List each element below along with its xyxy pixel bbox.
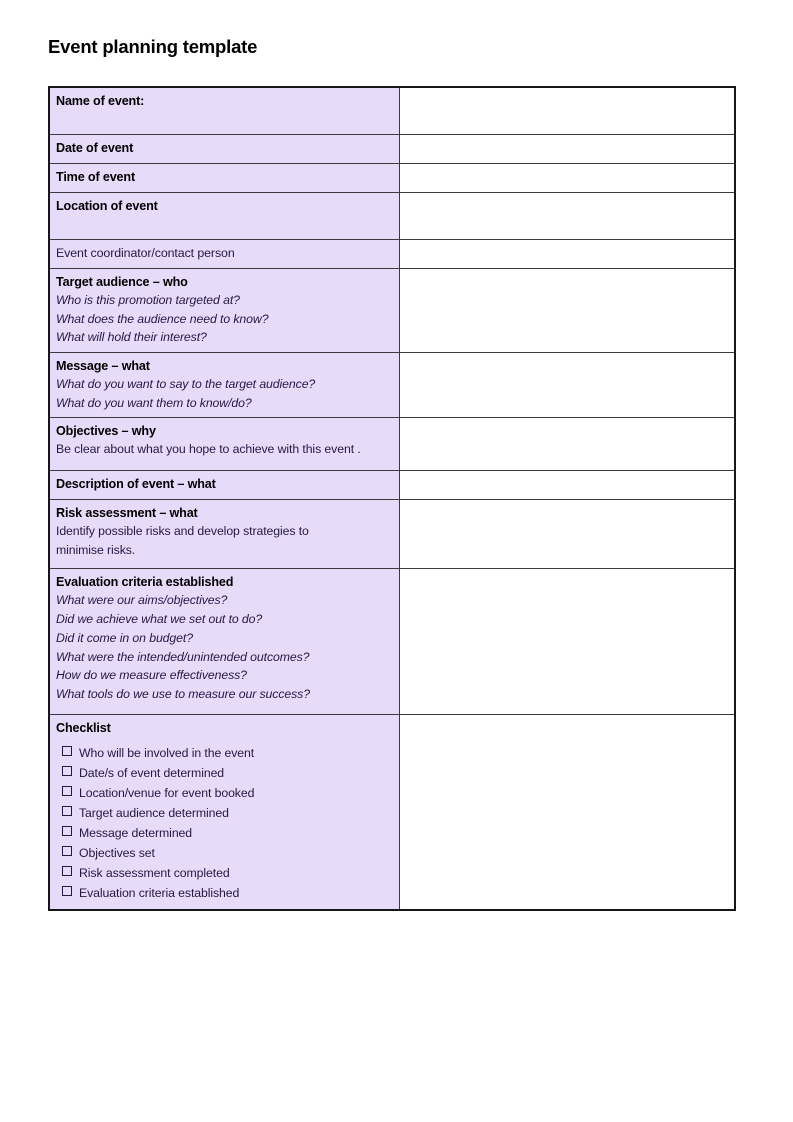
row-heading: Location of event [56,199,158,213]
checklist-item-label: Target audience determined [79,806,229,821]
checklist-item-label: Message determined [79,826,193,841]
row-heading: Checklist [56,721,111,736]
row-subtext: How do we measure effectiveness? [56,668,247,683]
label-cell-checklist [49,715,400,910]
checklist-item[interactable] [56,824,399,844]
table-body [49,87,735,910]
checklist-item-label: Objectives set [79,845,155,860]
event-planning-table [48,86,736,911]
input-cell-location-of-event[interactable] [400,193,736,240]
checklist-item-label: Risk assessment completed [79,865,230,880]
input-cell-content [400,353,734,417]
input-cell-target-audience[interactable] [400,269,736,353]
checklist-item-label: Who will be involved in the event [79,746,255,761]
checkbox-icon[interactable] [62,886,72,896]
table-row [49,471,735,500]
label-cell-time-of-event [49,164,400,193]
row-heading: Message – what [56,359,150,374]
input-cell-risk-assessment[interactable] [400,500,736,569]
row-heading: Date of event [56,141,134,155]
table-row [49,193,735,240]
input-cell-checklist[interactable] [400,715,736,910]
table-row [49,418,735,471]
label-cell-content [50,164,399,191]
row-subtext: minimise risks. [56,543,136,558]
row-heading: Objectives – why [56,424,156,439]
row-subtext: What tools do we use to measure our success? [56,686,310,701]
row-heading: Event coordinator/contact person [56,246,235,260]
label-cell-content [50,715,399,908]
label-cell-description-of-event [49,471,400,500]
row-heading: Time of event [56,170,135,184]
label-cell-content [50,269,399,352]
checkbox-icon[interactable] [62,746,72,756]
row-subtext: Who is this promotion targeted at? [56,293,240,307]
checklist-item[interactable] [56,784,399,804]
row-subtext: Be clear about what you hope to achieve with this event . [56,442,361,457]
row-heading: Target audience – who [56,275,188,289]
input-cell-content [400,269,734,343]
table-row [49,135,735,164]
row-subtext: What were the intended/unintended outcomes? [56,649,310,664]
table-row [49,269,735,353]
input-cell-description-of-event[interactable] [400,471,736,500]
row-subtext: Did it come in on budget? [56,630,193,645]
table-row [49,240,735,269]
checklist-spacer [56,737,399,744]
label-cell-message [49,353,400,418]
input-cell-content [400,135,734,163]
input-cell-content [400,240,734,268]
label-cell-content [50,471,399,498]
input-cell-message[interactable] [400,353,736,418]
row-heading: Evaluation criteria established [56,575,234,590]
label-cell-target-audience [49,269,400,353]
label-cell-location-of-event [49,193,400,240]
input-cell-content [400,88,734,134]
checkbox-icon[interactable] [62,766,72,776]
row-subtext: Did we achieve what we set out to do? [56,612,263,627]
label-cell-content [50,569,399,714]
label-cell-content [50,193,399,239]
table-row [49,87,735,135]
row-heading: Name of event: [56,94,145,108]
checklist-item-label: Location/venue for event booked [79,786,255,801]
checklist-item[interactable] [56,884,399,904]
input-cell-content [400,715,734,901]
label-cell-objectives [49,418,400,471]
checklist-item[interactable] [56,804,399,824]
page-title: Event planning template [48,36,258,57]
input-cell-evaluation-criteria[interactable] [400,569,736,715]
label-cell-name-of-event [49,87,400,135]
checkbox-icon[interactable] [62,786,72,796]
row-subtext: What will hold their interest? [56,330,207,345]
label-cell-risk-assessment [49,500,400,569]
input-cell-objectives[interactable] [400,418,736,471]
checkbox-icon[interactable] [62,806,72,816]
label-cell-content [50,135,399,162]
label-cell-evaluation-criteria [49,569,400,715]
input-cell-time-of-event[interactable] [400,164,736,193]
row-subtext: What do you want to say to the target audience? [56,377,316,392]
table-row [49,715,735,910]
row-heading: Description of event – what [56,477,216,492]
table-row [49,353,735,418]
row-subtext: What does the audience need to know? [56,311,269,326]
checklist-item-label: Date/s of event determined [79,766,225,781]
table-row [49,569,735,715]
input-cell-content [400,500,734,568]
input-cell-date-of-event[interactable] [400,135,736,164]
input-cell-event-coordinator[interactable] [400,240,736,269]
row-subtext: What were our aims/objectives? [56,593,228,608]
checklist-item[interactable] [56,744,399,764]
label-cell-content [50,353,399,417]
input-cell-content [400,569,734,714]
input-cell-content [400,164,734,192]
row-subtext: Identify possible risks and develop strategies to [56,524,309,539]
input-cell-content [400,418,734,470]
table-row [49,164,735,193]
label-cell-content [50,88,399,134]
input-cell-content [400,471,734,499]
table-row [49,500,735,569]
label-cell-event-coordinator [49,240,400,269]
row-subtext: What do you want them to know/do? [56,395,252,410]
input-cell-name-of-event[interactable] [400,87,736,135]
label-cell-content [50,240,399,267]
checkbox-icon[interactable] [62,826,72,836]
checklist-item[interactable] [56,764,399,784]
checkbox-icon[interactable] [62,846,72,856]
input-cell-content [400,193,734,239]
label-cell-content [50,418,399,470]
row-heading: Risk assessment – what [56,506,198,521]
checklist-item[interactable] [56,864,399,884]
label-cell-date-of-event [49,135,400,164]
checklist-item[interactable] [56,844,399,864]
checklist-item-label: Evaluation criteria established [79,885,240,900]
checkbox-icon[interactable] [62,866,72,876]
label-cell-content [50,500,399,568]
